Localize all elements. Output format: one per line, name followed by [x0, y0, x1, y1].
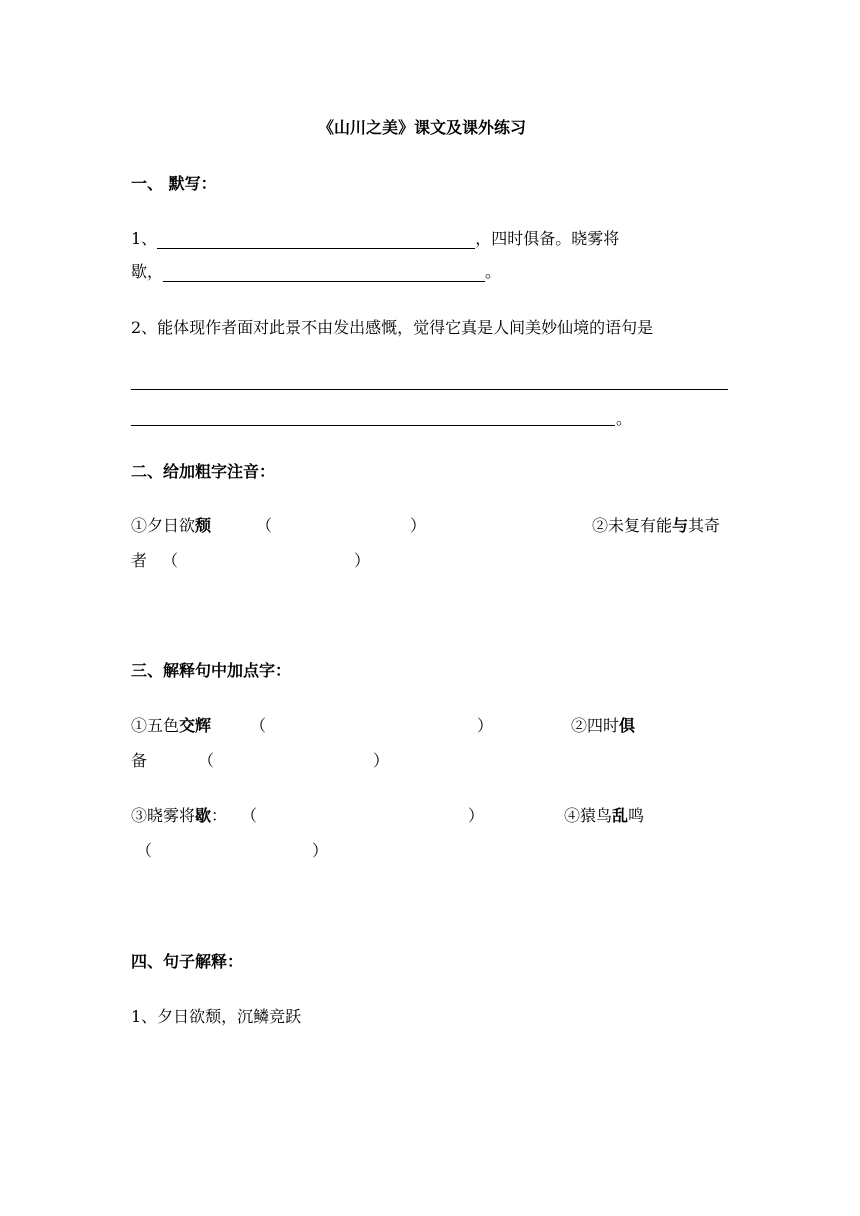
- pinyin-item-2-post: 其奇: [688, 516, 721, 535]
- explain-item-3: [131, 806, 227, 826]
- q1-middle-text: ，四时俱备。晓雾将: [475, 229, 620, 248]
- explain-item-2: [571, 716, 635, 736]
- explain-item-1-paren-open: （: [250, 716, 267, 735]
- pinyin-item-2-paren-close: ）: [354, 551, 371, 570]
- pinyin-item-2-text: ②未复有能: [592, 516, 673, 535]
- explain-item-4-paren-open: （: [136, 841, 153, 860]
- pinyin-item-2: [592, 516, 720, 536]
- dictation-q1-line1: [131, 229, 619, 249]
- q1-end-mark: 。: [485, 262, 502, 281]
- pinyin-item-1-paren-close: ）: [410, 516, 427, 535]
- explain-item-2-bold: 俱: [619, 716, 636, 735]
- pinyin-item-1-text: ①夕日欲: [131, 516, 196, 535]
- pinyin-item-2-bold: 与: [672, 516, 689, 535]
- q2-end-mark: 。: [616, 409, 633, 428]
- explain-item-2-paren-open: （: [198, 751, 215, 770]
- pinyin-item-1-paren-open: （: [256, 516, 273, 535]
- sentence-q1: 1、夕日欲颓，沉鳞竞跃: [131, 1007, 302, 1026]
- explain-item-3-text: ③晓雾将: [131, 806, 196, 825]
- q1-line2-text: 歇，: [131, 262, 164, 281]
- explain-item-2-line2: 备: [131, 751, 148, 770]
- pinyin-item-2-paren-open: （: [162, 551, 179, 570]
- explain-item-4-text: ④猿鸟: [564, 806, 613, 825]
- explain-item-4-bold: 乱: [612, 806, 629, 825]
- explain-item-4-paren-close: ）: [312, 841, 329, 860]
- section-heading-sentence: 四、句子解释：: [131, 952, 244, 971]
- dictation-q2: 2、能体现作者面对此景不由发出感慨，觉得它真是人间美妙仙境的语句是: [131, 318, 654, 337]
- explain-item-4-post: 鸣: [628, 806, 645, 825]
- section-heading-explain: 三、解释句中加点字：: [131, 661, 292, 680]
- explain-item-3-bold: 歇: [195, 806, 212, 825]
- section-heading-dictation: 一、 默写：: [131, 174, 217, 193]
- q2-answer-line-1[interactable]: [131, 389, 728, 390]
- pinyin-item-1-bold: 颓: [195, 516, 212, 535]
- pinyin-item-1: [131, 516, 211, 536]
- q2-answer-line-2[interactable]: [131, 425, 615, 426]
- explain-item-1: [131, 716, 211, 736]
- section-heading-pinyin: 二、给加粗字注音：: [131, 462, 276, 481]
- explain-item-1-text: ①五色: [131, 716, 180, 735]
- q1-blank-2[interactable]: [163, 265, 485, 282]
- explain-item-3-paren-open: （: [241, 806, 258, 825]
- explain-item-2-text: ②四时: [571, 716, 620, 735]
- explain-item-1-paren-close: ）: [477, 716, 494, 735]
- q1-blank-1[interactable]: [157, 232, 475, 249]
- dictation-q1-line2: [131, 262, 501, 282]
- explain-item-3-post: ：: [211, 806, 228, 825]
- page-title: 《山川之美》课文及课外练习: [318, 118, 527, 137]
- pinyin-item-2-line2: 者: [131, 551, 148, 570]
- explain-item-3-paren-close: ）: [468, 806, 485, 825]
- explain-item-4: [564, 806, 644, 826]
- q1-number: 1、: [131, 229, 158, 248]
- explain-item-1-bold: 交辉: [179, 716, 212, 735]
- explain-item-2-paren-close: ）: [373, 751, 390, 770]
